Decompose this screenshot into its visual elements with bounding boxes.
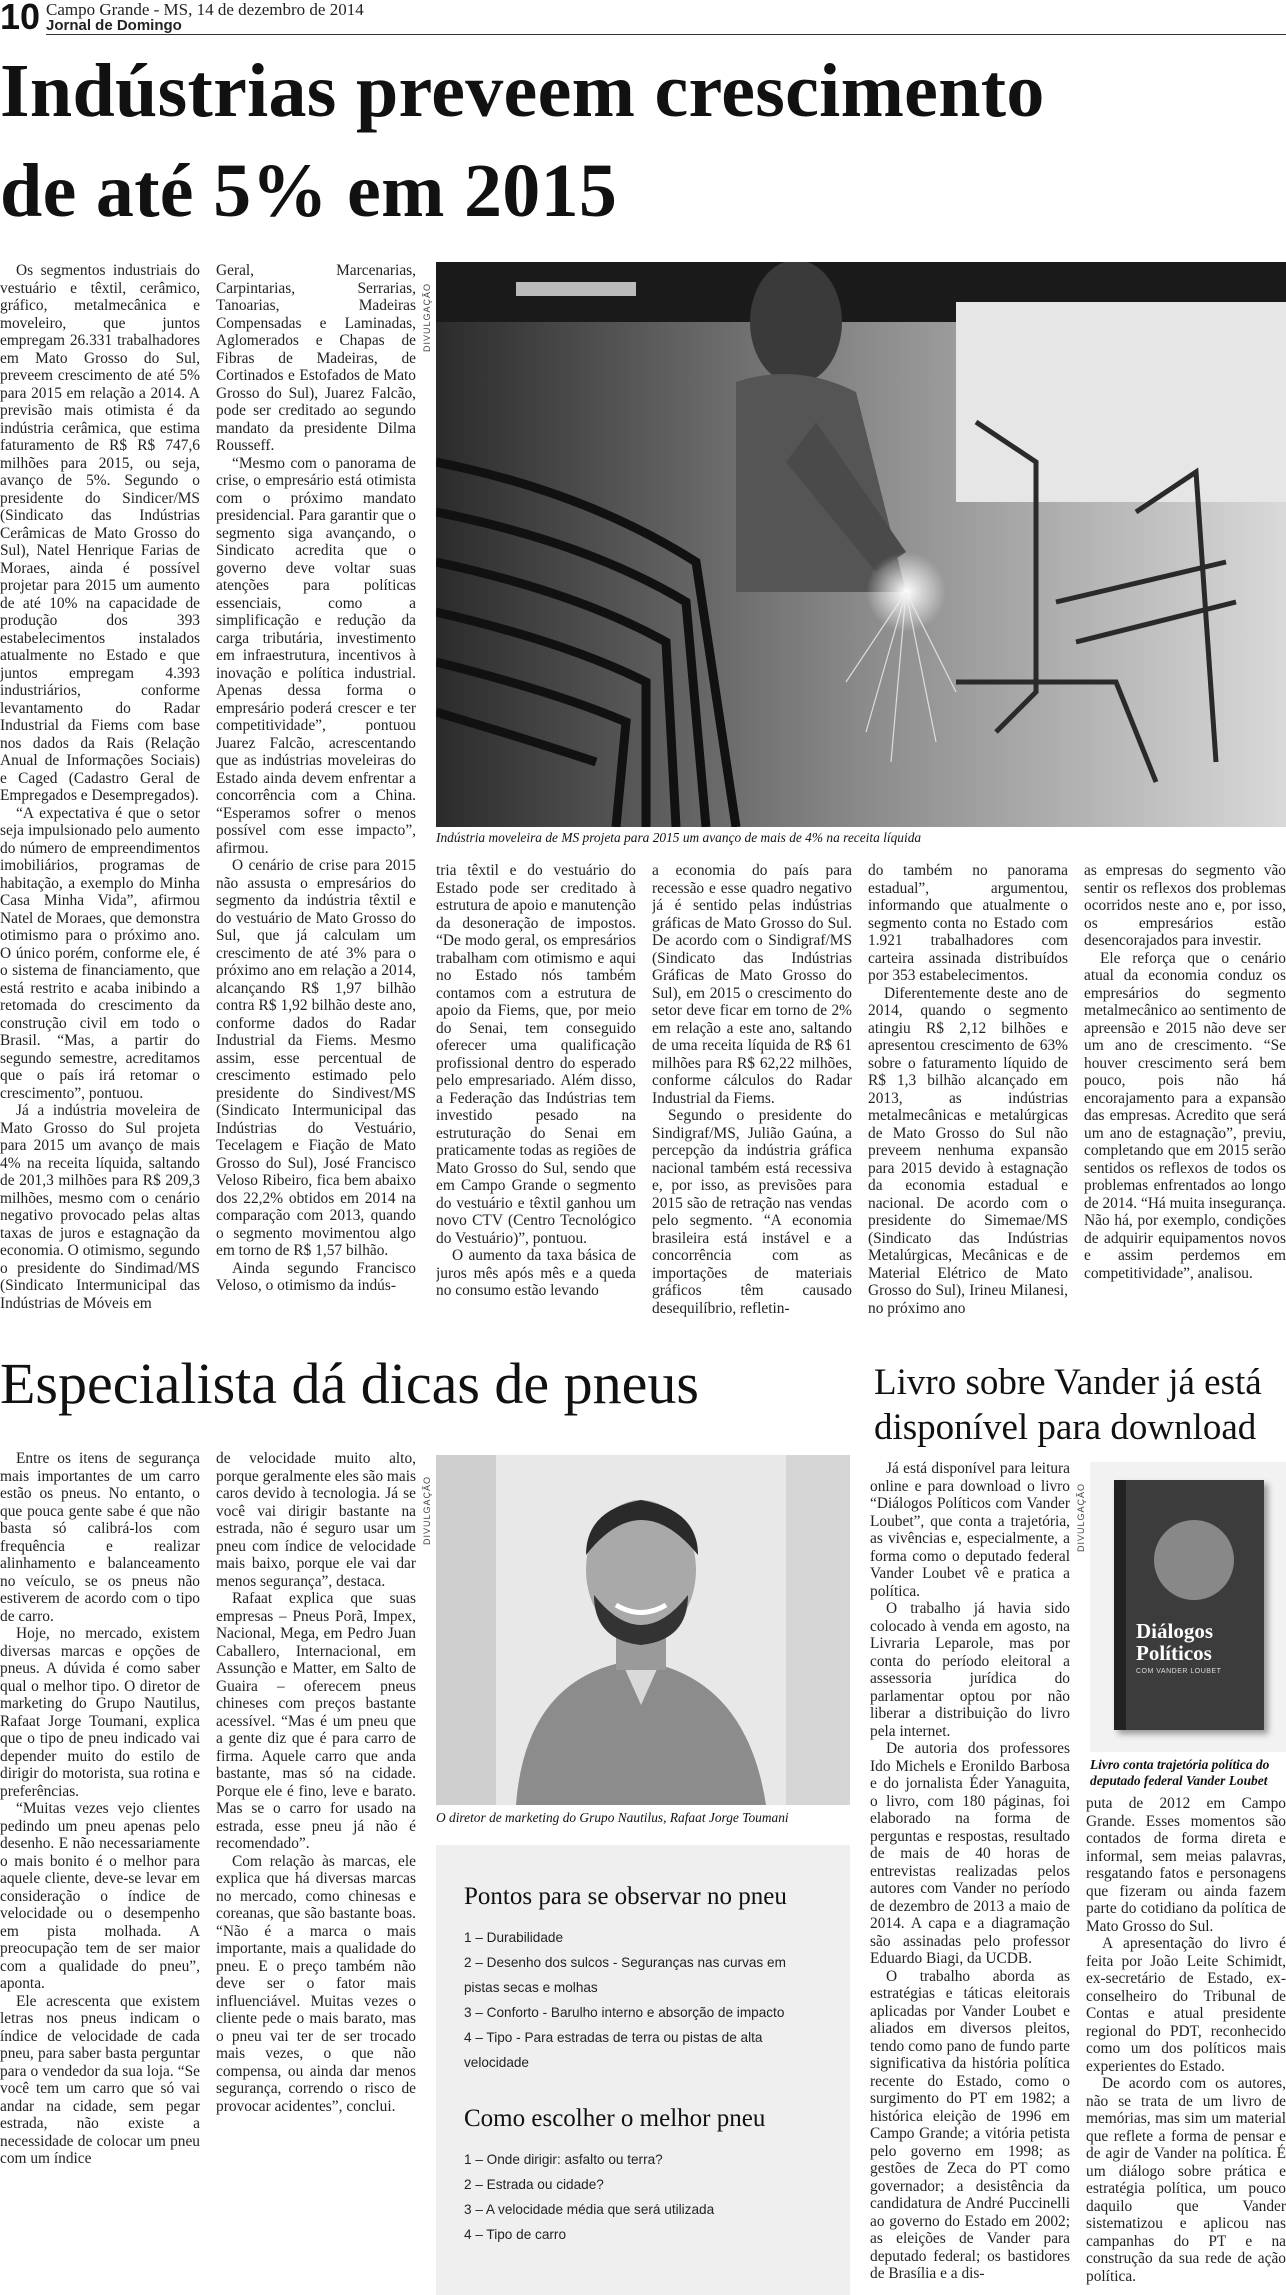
article1-column-3 bbox=[436, 862, 636, 1327]
article1-headline-line1: Indústrias preveem crescimento bbox=[0, 49, 1045, 133]
article3-column-1 bbox=[870, 1460, 1070, 2290]
paragraph: tria têxtil e do vestuário do Estado pode ser creditado à estrutura de apoio e manutenção da desoneração de impostos. “De modo geral, os empresários trabalham com otimismo e aqui no Estado nós também contamos com a estrutura de apoio da Fiems, que, por meio do Senai, tem conseguido oferecer uma qualificação profissional dentro do esperado pelo empresariado. Além disso, a Federação das Indústrias tem investido pesado na estruturação do Senai em praticamente todas as regiões de Mato Grosso do Sul, sendo que em Campo Grande o segmento do vestuário e têxtil ganhou um novo CTV (Centro Tecnológico do Vestuário)”, pontuou. bbox=[436, 862, 636, 1247]
article2-column-2 bbox=[216, 1450, 416, 2290]
page-number: 10 bbox=[0, 0, 41, 37]
article3-column-2 bbox=[1086, 1795, 1286, 2290]
book-title bbox=[1136, 1620, 1261, 1664]
article2-photo-portrait bbox=[436, 1455, 850, 1805]
paragraph: de velocidade muito alto, porque geralmente eles são mais caros devido à tecnologia. Já se você vai dirigir bastante na estrada, não é seguro usar um pneu com índice de velocidade mais baixo, porque ele vai dar menos segurança”, destaca. bbox=[216, 1450, 416, 1590]
article2-headline: Especialista dá dicas de pneus bbox=[0, 1351, 699, 1416]
article1-column-2 bbox=[216, 262, 416, 1327]
newspaper-name: Jornal de Domingo bbox=[46, 17, 182, 34]
list-item: 2 – Estrada ou cidade? bbox=[464, 2177, 604, 2192]
article3-book-image bbox=[1090, 1462, 1286, 1752]
paragraph: Ainda segundo Francisco Veloso, o otimismo da indús- bbox=[216, 1259, 416, 1294]
tips-list-2 bbox=[464, 2147, 822, 2247]
article1-column-6 bbox=[1084, 862, 1286, 1327]
paragraph: Ele reforça que o cenário atual da economia conduz os empresários do segmento metalmecânico ao sentimento de apreensão e 2015 não deve ser um ano de crescimento. “Se houver crescimento será bem pouco, pois não há encorajamento para a expansão das empresas. Acredito que será um ano de estagnação”, previu, completando que em 2015 serão sentidos os reflexos de todos os problemas enfrentados ao longo de 2014. “Há muita insegurança. Não há, por exemplo, condições de adquirir equipamentos novos e assim perdemos em competitividade”, analisou. bbox=[1084, 949, 1286, 1282]
book-spine bbox=[1114, 1480, 1126, 1730]
paragraph: Segundo o presidente do Sindigraf/MS, Julião Gaúna, a percepção da indústria gráfica nacional também está recessiva e, por isso, as previsões para 2015 são de retração nas vendas pelo segmento. “A economia brasileira está instável e a concorrência com as importações de materiais gráficos têm causado desequilíbrio, refletin- bbox=[652, 1107, 852, 1317]
article3-headline-line1: Livro sobre Vander já está bbox=[874, 1362, 1262, 1403]
paragraph: A apresentação do livro é feita por João Leite Schimidt, ex-secretário de Estado, ex-conselheiro do Tribunal de Contas e atual presidente regional do PDT, reconhecido como um dos políticos mais experientes do Estado. bbox=[1086, 1935, 1286, 2075]
paragraph: Ele acrescenta que existem letras nos pneus indicam o índice de velocidade de cada pneu, para saber basta perguntar para o vendedor da sua loja. “Se você tem um carro que só vai andar na cidade, sem pegar estrada, não existe a necessidade de colocar um pneu com um índice bbox=[0, 1992, 200, 2167]
paragraph: O aumento da taxa básica de juros mês após mês e a queda no consumo estão levando bbox=[436, 1247, 636, 1299]
article3-headline-line2: disponível para download bbox=[874, 1407, 1257, 1448]
paragraph: Geral, Marcenarias, Carpintarias, Serrarias, Tanoarias, Madeiras Compensadas e Laminadas, Aglomerados e Chapas de Fibras de Madeiras, de Cortinados e Estofados de Mato Grosso do Sul), Juarez Falcão, pode ser creditado ao segundo mandato da presidente Dilma Rousseff. bbox=[216, 262, 416, 454]
paragraph: Entre os itens de segurança mais importantes de um carro estão os pneus. No entanto, o que pouca gente sabe é que não basta só calibrá-los com frequência e realizar alinhamento e balanceamento no veículo, se os pneus não estiverem de acordo com o tipo de carro. bbox=[0, 1450, 200, 1625]
paragraph: O trabalho aborda as estratégias e táticas eleitorais aplicadas por Vander Loubet e aliados em diversos pleitos, tendo como pano de fundo parte significativa da história política recente do Estado, como o surgimento do PT em 1982; a histórica eleição de 1996 em Campo Grande; a vitória petista pelo governo em 1998; as gestões de Zeca do PT como governador; a desistência da candidatura de André Puccinelli ao governo do Estado em 2002; as eleições de Vander para deputado federal; os bastidores de Brasília e a dis- bbox=[870, 1967, 1070, 2282]
article1-column-4 bbox=[652, 862, 852, 1327]
paragraph: a economia do país para recessão e esse quadro negativo já é sentido pelas indústrias gráficas de Mato Grosso do Sul. De acordo com o Sindigraf/MS (Sindicato das Indústrias Gráficas de Mato Grosso do Sul), em 2015 o crescimento do setor deve ficar em torno de 2% em relação a este ano, saltando de uma receita líquida de R$ 61 milhões para R$ 62,22 milhões, conforme cálculos do Radar Industrial da Fiems. bbox=[652, 862, 852, 1107]
article2-column-1 bbox=[0, 1450, 200, 2290]
tips-box-title-2: Como escolher o melhor pneu bbox=[464, 2105, 766, 2132]
article1-photo-credit: DIVULGAÇÃO bbox=[422, 282, 432, 352]
article1-column-5 bbox=[868, 862, 1068, 1327]
article2-photo-caption: O diretor de marketing do Grupo Nautilus, Rafaat Jorge Toumani bbox=[436, 1810, 789, 1825]
paragraph: De autoria dos professores Ido Michels e Eronildo Barbosa e do jornalista Éder Yanaguita, o livro, com 180 páginas, foi elaborado na forma de perguntas e respostas, resultado de mais de 40 horas de entrevistas realizadas pelos autores com Vander no período de dezembro de 2013 a maio de 2014. A capa e a diagramação são assinadas pelo professor Eduardo Biagi, da UCDB. bbox=[870, 1740, 1070, 1967]
article1-headline-line2: de até 5% em 2015 bbox=[0, 149, 618, 233]
header-rule bbox=[46, 34, 1286, 35]
list-item: 3 – Conforto - Barulho interno e absorção de impacto bbox=[464, 2005, 785, 2020]
list-item: 3 – A velocidade média que será utilizada bbox=[464, 2202, 715, 2217]
article1-photo-caption: Indústria moveleira de MS projeta para 2015 um avanço de mais de 4% na receita líquida bbox=[436, 830, 922, 845]
article3-photo-caption: Livro conta trajetória política do deputado federal Vander Loubet bbox=[1090, 1757, 1270, 1788]
article2-photo-credit: DIVULGAÇÃO bbox=[422, 1475, 432, 1545]
list-item: 4 – Tipo de carro bbox=[464, 2227, 567, 2242]
tips-box bbox=[436, 1845, 850, 2295]
paragraph: “A expectativa é que o setor seja impulsionado pelo aumento do número de empreendimentos imobiliários, programas de habitação, a exemplo do Minha Casa Minha Vida”, afirmou Natel de Moraes, que demonstra otimismo para o próximo ano. O único porém, conforme ele, é o sistema de financiamento, que está restrito e acaba inibindo a retomada do crescimento da construção civil em todo o Brasil. “Mas, a partir do segundo semestre, acreditamos que o país irá retomar o crescimento”, pontuou. bbox=[0, 804, 200, 1102]
paragraph: puta de 2012 em Campo Grande. Esses momentos são contados de forma direta e informal, sem meias palavras, resgatando fatos e personagens que fizeram ou ainda fazem parte do cotidiano da política de Mato Grosso do Sul. bbox=[1086, 1795, 1286, 1935]
book-cover bbox=[1114, 1480, 1264, 1730]
list-item: 4 – Tipo - Para estradas de terra ou pistas de alta velocidade bbox=[464, 2030, 763, 2070]
paragraph: as empresas do segmento vão sentir os reflexos dos problemas ocorridos neste ano e, por isso, os empresários estão desencorajados para investir. bbox=[1084, 862, 1286, 949]
paragraph: Já está disponível para leitura online e para download o livro “Diálogos Políticos com Vander Loubet”, que conta a trajetória, as vivências e, especialmente, a forma como o deputado federal Vander Loubet vê e pratica a política. bbox=[870, 1460, 1070, 1600]
paragraph: Rafaat explica que suas empresas – Pneus Porã, Impex, Nacional, Mega, em Pedro Juan Caballero, Internacional, em Assunção e Matter, em Salto de Guaira – oferecem pneus chineses com preços bastante acessível. “Mas é um pneu que a gente diz que é para carro de firma. Aquele carro que anda bastante, mas só na cidade. Porque ele é fino, leve e barato. Mas se o carro for usado na estrada, esse pneu já não é recomendado”. bbox=[216, 1590, 416, 1852]
paragraph: O trabalho já havia sido colocado à venda em agosto, na Livraria Leparole, mas por conta do período eleitoral a assessoria jurídica do parlamentar optou por não liberar a distribuição do livro pela internet. bbox=[870, 1600, 1070, 1740]
list-item: 1 – Durabilidade bbox=[464, 1930, 563, 1945]
book-subtitle: COM VANDER LOUBET bbox=[1136, 1668, 1222, 1675]
book-title-line1: Diálogos bbox=[1136, 1619, 1214, 1643]
paragraph: De acordo com os autores, não se trata de um livro de memórias, mas sim um material que reflete a forma de pensar e de agir de Vander na política. É um diálogo sobre prática e estratégia política, um pouco daquilo que Vander sistematizou e aplicou nas campanhas do PT e na construção da sua rede de ação política. bbox=[1086, 2075, 1286, 2285]
paragraph: Os segmentos industriais do vestuário e têxtil, cerâmico, gráfico, metalmecânica e moveleiro, que juntos empregam 26.331 trabalhadores em Mato Grosso do Sul, preveem crescimento de até 5% para 2015 em relação a 2014. A previsão mais otimista é da indústria cerâmica, que estima faturamento de R$ R$ 747,6 milhões para 2015, ou seja, avanço de 5%. Segundo o presidente do Sindicer/MS (Sindicato das Indústrias Cerâmicas de Mato Grosso do Sul), Natel Henrique Farias de Moraes, ainda é possível projetar para 2015 um aumento de até 10% na capacidade de produção dos 393 estabelecimentos instalados atualmente no Estado e que juntos empregam 4.393 industriários, conforme levantamento do Radar Industrial da Fiems com base nos dados da Rais (Relação Anual de Informações Sociais) e Caged (Cadastro Geral de Empregados e Desempregados). bbox=[0, 262, 200, 804]
article1-photo-welder bbox=[436, 262, 1286, 827]
list-item: 1 – Onde dirigir: asfalto ou terra? bbox=[464, 2152, 663, 2167]
paragraph: Hoje, no mercado, existem diversas marcas e opções de pneus. A dúvida é como saber qual o melhor tipo. O diretor de marketing do Grupo Nautilus, Rafaat Jorge Toumani, explica que o tipo de pneu indicado vai depender muito do estilo de dirigir do motorista, sua rotina e preferências. bbox=[0, 1625, 200, 1800]
paragraph: Diferentemente deste ano de 2014, quando o segmento atingiu R$ 2,12 bilhões e apresentou crescimento de 63% sobre o faturamento líquido de R$ 1,3 bilhão alcançado em 2013, as indústrias metalmecânicas e metalúrgicas de Mato Grosso do Sul não preveem nenhuma expansão para 2015 devido à estagnação da economia estadual e nacional. De acordo com o presidente do Simemae/MS (Sindicato das Indústrias Metalúrgicas, Mecânicas e de Material Elétrico de Mato Grosso do Sul), Irineu Milanesi, no próximo ano bbox=[868, 984, 1068, 1317]
article3-photo-credit: DIVULGAÇÃO bbox=[1076, 1482, 1086, 1552]
tips-list-1 bbox=[464, 1925, 822, 2075]
paragraph: “Mesmo com o panorama de crise, o empresário está otimista com o próximo mandato presidencial. Para garantir que o segmento siga avançando, o Sindicato acredita que o governo deve voltar suas atenções para políticas essenciais, como a simplificação e redução da carga tributária, investimento em infraestrutura, incentivos à inovação e política industrial. Apenas dessa forma o empresário poderá crescer e ter competitividade”, pontuou Juarez Falcão, acrescentando que as indústrias moveleiras do Estado ainda devem enfrentar a concorrência com a China. “Esperamos sofrer o menos possível com esse impacto”, afirmou. bbox=[216, 454, 416, 857]
edition-date: Campo Grande - MS, 14 de dezembro de 2014 bbox=[46, 0, 364, 19]
paragraph: Já a indústria moveleira de Mato Grosso do Sul projeta para 2015 um avanço de mais 4% na receita líquida, saltando de 201,3 milhões para R$ 209,3 milhões, mesmo com o cenário negativo provocado pelas altas taxas de juros e estagnação da economia. O otimismo, segundo o presidente do Sindimad/MS (Sindicato Intermunicipal das Indústrias de Móveis em bbox=[0, 1102, 200, 1312]
tips-box-title-1: Pontos para se observar no pneu bbox=[464, 1883, 787, 1910]
paragraph: do também no panorama estadual”, argumentou, informando que atualmente o segmento conta no Estado com 1.921 trabalhadores com carteira assinada distribuídos por 353 estabelecimentos. bbox=[868, 862, 1068, 984]
article1-column-1 bbox=[0, 262, 200, 1327]
paragraph: O cenário de crise para 2015 não assusta o empresários do segmento da indústria têxtil e do vestuário de Mato Grosso do Sul, que já calculam um crescimento de até 3% para o próximo ano em relação a 2014, alcançando R$ 1,97 bilhão contra R$ 1,92 bilhão deste ano, conforme dados do Radar Industrial da Fiems. Mesmo assim, esse percentual de crescimento estimado pelo presidente do Sindivest/MS (Sindicato Intermunicipal das Indústrias do Vestuário, Tecelagem e Fiação de Mato Grosso do Sul), José Francisco Veloso Ribeiro, fica bem abaixo dos 22,2% obtidos em 2014 na comparação com 2013, quando o segmento movimentou algo em torno de R$ 1,57 bilhão. bbox=[216, 857, 416, 1259]
book-title-line2: Políticos bbox=[1136, 1641, 1212, 1665]
author-portrait bbox=[1154, 1520, 1234, 1600]
paragraph: Com relação às marcas, ele explica que há diversas marcas no mercado, como chinesas e coreanas, que são bastante boas. “Não é a marca o mais importante, mais a qualidade do pneu. E o preço também não deve ser o fator mais influenciável. Muitas vezes o cliente pede o mais barato, mas o pneu vai ter de ser trocado mais vezes, o que não compensa, ou ainda dar menos segurança, correndo o risco de provocar acidentes”, conclui. bbox=[216, 1852, 416, 2115]
list-item: 2 – Desenho dos sulcos - Seguranças nas curvas em pistas secas e molhas bbox=[464, 1955, 786, 1995]
paragraph: “Muitas vezes vejo clientes pedindo um pneu apenas pelo desenho. E não necessariamente o mais bonito é o melhor para aquele cliente, deve-se levar em consideração o índice de velocidade ou o desempenho em pista molhada. A preocupação tem de ser maior com a qualidade do pneu”, aponta. bbox=[0, 1800, 200, 1992]
